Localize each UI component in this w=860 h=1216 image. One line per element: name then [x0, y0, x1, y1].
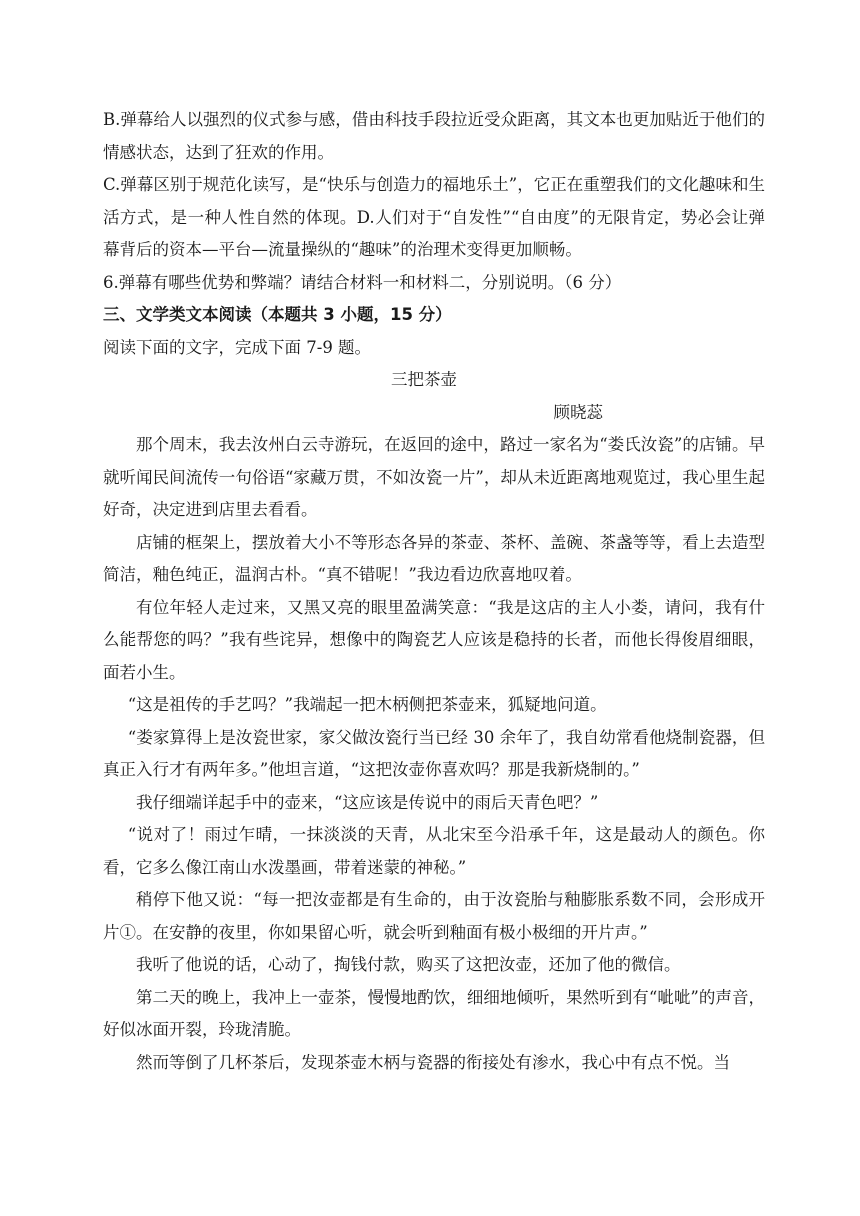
section-instruction: 阅读下面的文字，完成下面 7-9 题。 — [103, 337, 372, 357]
story-title: 三把茶壶 — [391, 370, 457, 389]
document-page — [103, 104, 765, 1079]
story-author: 顾晓蕊 — [553, 402, 603, 422]
story-paragraph: 我仔细端详起手中的壶来，“这应该是传说中的雨后天青色吧？” — [136, 792, 599, 812]
story-paragraph: 那个周末，我去汝州白云寺游玩，在返回的途中，路过一家名为“娄氏汝瓷”的店铺。早就听闻民间流传一句俗语“家藏万贯，不如汝瓷一片”，却从未近距离地观览过，我心里生起好奇，决定进到店里去看看。 — [103, 435, 765, 519]
story-paragraph: 有位年轻人走过来，又黑又亮的眼里盈满笑意：“我是这店的主人小娄，请问，我有什么能帮您的吗？”我有些诧异，想像中的陶瓷艺人应该是稳持的长者，而他长得俊眉细眼，面若小生。 — [103, 597, 765, 682]
story-paragraph: 店铺的框架上，摆放着大小不等形态各异的茶壶、茶杯、盖碗、茶盏等等，看上去造型简洁，釉色纯正，温润古朴。“真不错呢！”我边看边欣喜地叹着。 — [103, 532, 765, 584]
story-paragraph: 我听了他说的话，心动了，掏钱付款，购买了这把汝壶，还加了他的微信。 — [136, 955, 681, 974]
story-paragraph: 稍停下他又说：“每一把汝壶都是有生命的，由于汝瓷胎与釉膨胀系数不同，会形成开片①。在安静的夜里，你如果留心听，就会听到釉面有极小极细的开片声。” — [103, 890, 765, 942]
story-paragraph: 然而等倒了几杯茶后，发现茶壶木柄与瓷器的衔接处有渗水，我心中有点不悦。当 — [136, 1052, 730, 1072]
option-c-d: C.弹幕区别于规范化读写，是“快乐与创造力的福地乐土”，它正在重塑我们的文化趣味和生活方式，是一种人性自然的体现。D.人们对于“自发性”“自由度”的无限肯定，势必会让弹幕背后的资本—平台—流量操纵的“趣味”的治理术变得更加顺畅。 — [103, 175, 765, 259]
story-paragraph: “这是祖传的手艺吗？”我端起一把木柄侧把茶壶来，狐疑地问道。 — [127, 695, 607, 714]
story-paragraph: “说对了！雨过乍晴，一抹淡淡的天青，从北宋至今沿承千年，这是最动人的颜色。你看，它多么像江南山水泼墨画，带着迷蒙的神秘。” — [103, 825, 765, 877]
question-6: 6.弹幕有哪些优势和弊端？请结合材料一和材料二，分别说明。（6 分） — [103, 272, 622, 292]
story-paragraph: “娄家算得上是汝瓷世家，家父做汝瓷行当已经 30 余年了，我自幼常看他烧制瓷器，但真正入行才有两年多。”他坦言道，“这把汝壶你喜欢吗？那是我新烧制的。” — [103, 727, 765, 779]
section-heading: 三、文学类文本阅读（本题共 3 小题，15 分） — [103, 305, 452, 324]
story-paragraph: 第二天的晚上，我冲上一壶茶，慢慢地酌饮，细细地倾听，果然听到有“呲呲”的声音，好似冰面开裂，玲珑清脆。 — [103, 987, 765, 1039]
option-b: B.弹幕给人以强烈的仪式参与感，借由科技手段拉近受众距离，其文本也更加贴近于他们的情感状态，达到了狂欢的作用。 — [103, 110, 765, 162]
